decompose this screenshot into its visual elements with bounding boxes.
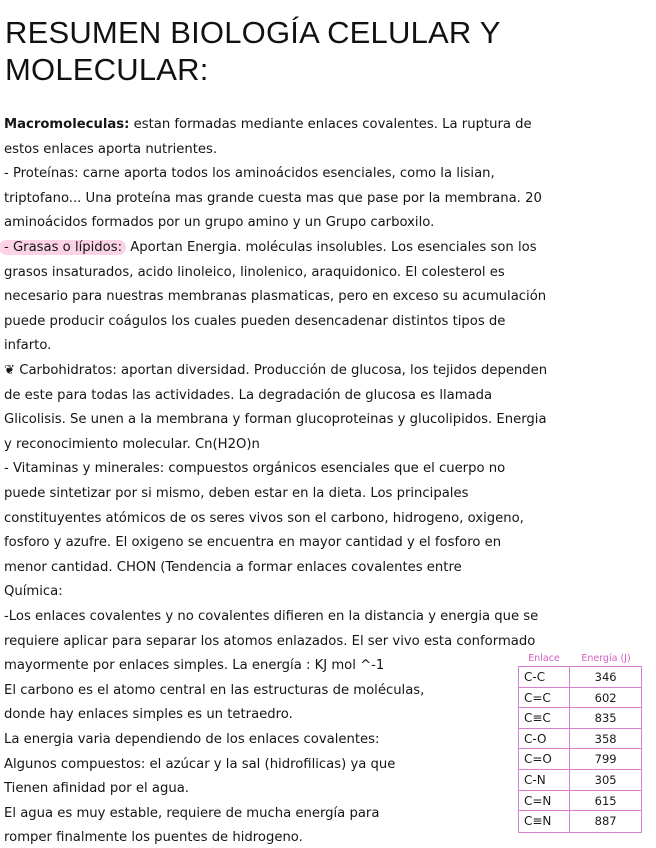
text-line bbox=[4, 804, 379, 824]
line-text: Algunos compuestos: el azúcar y la sal (hidrofilicas) ya que bbox=[4, 756, 396, 772]
title-line: MOLECULAR: bbox=[5, 52, 209, 87]
text-line bbox=[4, 287, 546, 307]
text-line bbox=[4, 755, 395, 775]
line-text: - Vitaminas y minerales: compuestos orgánicos esenciales que el cuerpo no bbox=[4, 461, 506, 477]
line-text: aminoácidos formados por un grupo amino y un Grupo carboxilo. bbox=[4, 215, 435, 231]
title-line: RESUMEN BIOLOGÍA CELULAR Y bbox=[5, 15, 501, 50]
text-line bbox=[4, 336, 51, 356]
bond-cell: C-N bbox=[519, 770, 570, 790]
line-text: triptofano... Una proteína mas grande cuesta mas que pase por la membrana. 20 bbox=[4, 190, 542, 206]
text-line bbox=[4, 558, 462, 578]
text-line bbox=[4, 189, 542, 209]
page-title bbox=[5, 14, 501, 88]
text-line bbox=[4, 238, 537, 258]
text-line bbox=[4, 386, 492, 406]
text-line bbox=[4, 312, 505, 332]
line-text: -Los enlaces covalentes y no covalentes difieren en la distancia y energia que se bbox=[4, 609, 539, 624]
line-text: estos enlaces aporta nutrientes. bbox=[4, 141, 218, 157]
text-line bbox=[4, 582, 63, 602]
energy-cell: 346 bbox=[594, 670, 617, 684]
line-text: Glicolisis. Se unen a la membrana y forman glucoproteinas y glucolipidos. Energia bbox=[4, 412, 547, 428]
bond-cell: C=O bbox=[519, 749, 570, 769]
line-text: Tienen afinidad por el agua. bbox=[4, 781, 189, 797]
line-text: El carbono es el atomo central en las estructuras de moléculas, bbox=[4, 682, 425, 698]
energy-cell: 799 bbox=[594, 752, 617, 767]
table-row bbox=[519, 811, 641, 832]
energy-cell: 602 bbox=[594, 690, 617, 705]
line-text: donde hay enlaces simples es un tetraedro. bbox=[4, 707, 293, 723]
text-line bbox=[4, 533, 501, 553]
line-text: La energia varia dependiendo de los enlaces covalentes: bbox=[4, 732, 380, 747]
energy-cell: 835 bbox=[594, 711, 617, 726]
text-line bbox=[4, 435, 260, 455]
table-row bbox=[519, 729, 641, 750]
line-text: grasos insaturados, acido linoleico, linolenico, araquidonico. El colesterol es bbox=[4, 264, 505, 280]
text-line bbox=[4, 632, 535, 652]
line-text: El agua es muy estable, requiere de mucha energía para bbox=[4, 805, 380, 821]
bond-cell: C≡N bbox=[519, 811, 570, 832]
text-line bbox=[4, 410, 547, 430]
table-row bbox=[519, 749, 641, 770]
line-text: puede producir coágulos los cuales pueden desencadenar distintos tipos de bbox=[4, 313, 506, 329]
line-text: ❦ Carbohidratos: aportan diversidad. Producción de glucosa, los tejidos dependen bbox=[4, 363, 548, 378]
line-text: requiere aplicar para separar los atomos enlazados. El ser vivo esta conformado bbox=[4, 633, 536, 649]
text-line bbox=[4, 164, 495, 184]
highlighted-term: - Grasas o lípidos: bbox=[0, 240, 126, 255]
text-line bbox=[4, 459, 505, 479]
header-bond: Enlace bbox=[528, 653, 560, 664]
energy-cell: 305 bbox=[594, 772, 617, 787]
table-row bbox=[519, 770, 641, 791]
text-line bbox=[4, 656, 384, 676]
text-line bbox=[4, 705, 293, 725]
energy-cell: 887 bbox=[594, 814, 617, 829]
bond-energy-table bbox=[518, 652, 642, 833]
line-text: estan formadas mediante enlaces covalentes. La ruptura de bbox=[129, 117, 532, 132]
table-row bbox=[519, 708, 641, 729]
text-line bbox=[4, 730, 379, 750]
line-text: necesario para nuestras membranas plasmaticas, pero en exceso su acumulación bbox=[4, 289, 547, 305]
text-line bbox=[4, 779, 189, 799]
text-line bbox=[4, 140, 217, 160]
line-text: fosforo y azufre. El oxigeno se encuentra en mayor cantidad y el fosforo en bbox=[4, 535, 502, 551]
text-line bbox=[4, 681, 424, 701]
line-text: romper finalmente los puentes de hidrogeno. bbox=[4, 830, 303, 846]
bond-cell: C≡C bbox=[519, 708, 570, 728]
text-line bbox=[4, 263, 505, 283]
line-text: mayormente por enlaces simples. La energía : KJ mol ^-1 bbox=[4, 658, 385, 674]
text-line bbox=[4, 509, 524, 529]
energy-cell: 358 bbox=[594, 731, 617, 746]
text-line bbox=[4, 361, 547, 381]
table-header bbox=[518, 652, 642, 666]
energy-cell: 615 bbox=[594, 793, 617, 808]
line-text: - Proteínas: carne aporta todos los aminoácidos esenciales, como la lisian, bbox=[4, 166, 495, 182]
line-text: Aportan Energia. moléculas insolubles. Los esenciales son los bbox=[126, 240, 537, 255]
line-text: puede sintetizar por si mismo, deben estar en la dieta. Los principales bbox=[4, 486, 469, 501]
text-line bbox=[4, 484, 468, 504]
header-energy: Energía (J) bbox=[581, 653, 631, 664]
bond-cell: C=N bbox=[519, 791, 570, 811]
line-text: y reconocimiento molecular. Cn(H2O)n bbox=[4, 436, 260, 452]
text-line bbox=[4, 115, 532, 135]
line-text: de este para todas las actividades. La degradación de glucosa es llamada bbox=[4, 387, 493, 403]
table-row bbox=[519, 688, 641, 709]
text-line bbox=[4, 828, 303, 848]
bold-term: Macromoleculas: bbox=[4, 117, 130, 132]
bond-cell: C=C bbox=[519, 688, 570, 708]
line-text: Química: bbox=[4, 584, 63, 600]
table-body bbox=[518, 666, 642, 833]
text-line bbox=[4, 607, 538, 627]
text-line bbox=[4, 213, 434, 233]
line-text: infarto. bbox=[4, 338, 52, 354]
bond-cell: C-C bbox=[519, 667, 570, 687]
line-text: constituyentes atómicos de os seres vivos son el carbono, hidrogeno, oxigeno, bbox=[4, 510, 524, 526]
bond-cell: C-O bbox=[519, 729, 570, 749]
table-row bbox=[519, 791, 641, 812]
table-row bbox=[519, 667, 641, 688]
line-text: menor cantidad. CHON (Tendencia a formar enlaces covalentes entre bbox=[4, 559, 462, 575]
